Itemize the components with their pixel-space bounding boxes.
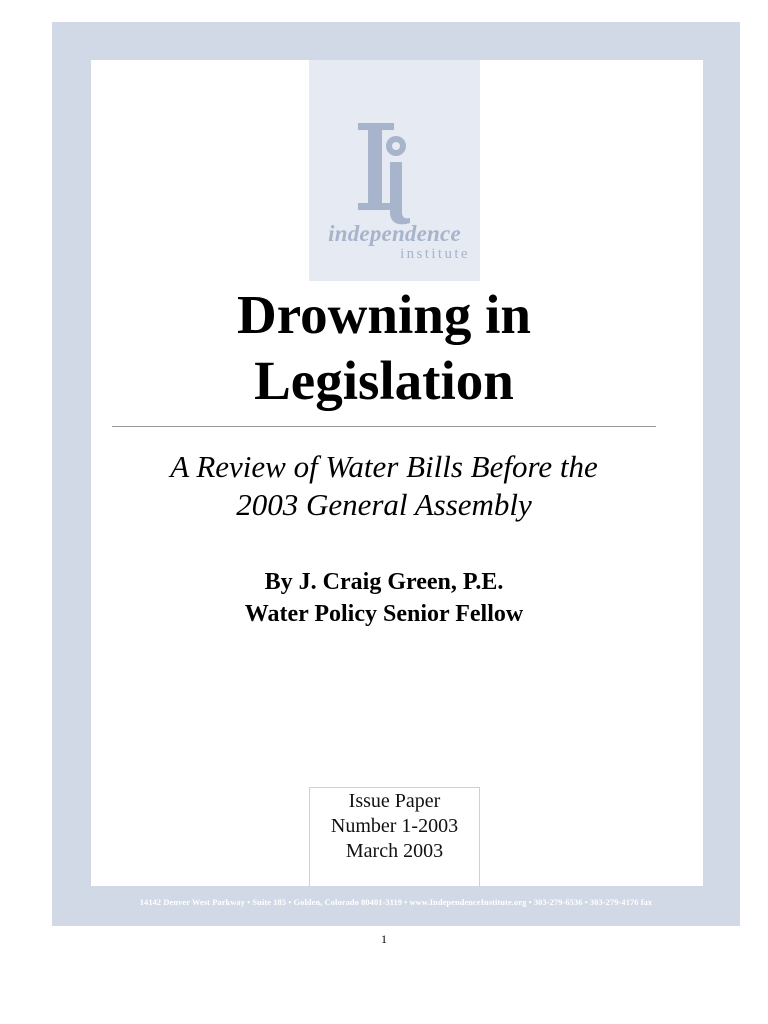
independence-institute-logo-icon [356, 120, 416, 228]
page-number: 1 [381, 932, 387, 946]
document-subtitle [91, 448, 677, 524]
issue-info-box [309, 787, 480, 886]
title-divider [112, 426, 656, 427]
issue-date: March 2003 [345, 840, 444, 862]
title-line-1: Drowning in [237, 284, 531, 345]
footer-address: 14142 Denver West Parkway • Suite 185 • Golden, Colorado 80401-3119 • www.IndependenceInstitute.org • 303-279-6536 • 303-279-4176 fax [139, 898, 653, 907]
author-byline [91, 566, 677, 630]
issue-type: Issue Paper [348, 790, 441, 812]
title-line-2: Legislation [254, 350, 514, 411]
logo-subtitle: institute [400, 246, 470, 262]
subtitle-line-2: 2003 General Assembly [236, 487, 532, 522]
author-name: By J. Craig Green, P.E. [264, 569, 504, 595]
author-role: Water Policy Senior Fellow [244, 601, 524, 627]
logo-wordmark: independence [328, 221, 461, 246]
issue-number: Number 1-2003 [330, 815, 459, 837]
subtitle-line-1: A Review of Water Bills Before the [170, 449, 598, 484]
document-title [91, 282, 677, 414]
